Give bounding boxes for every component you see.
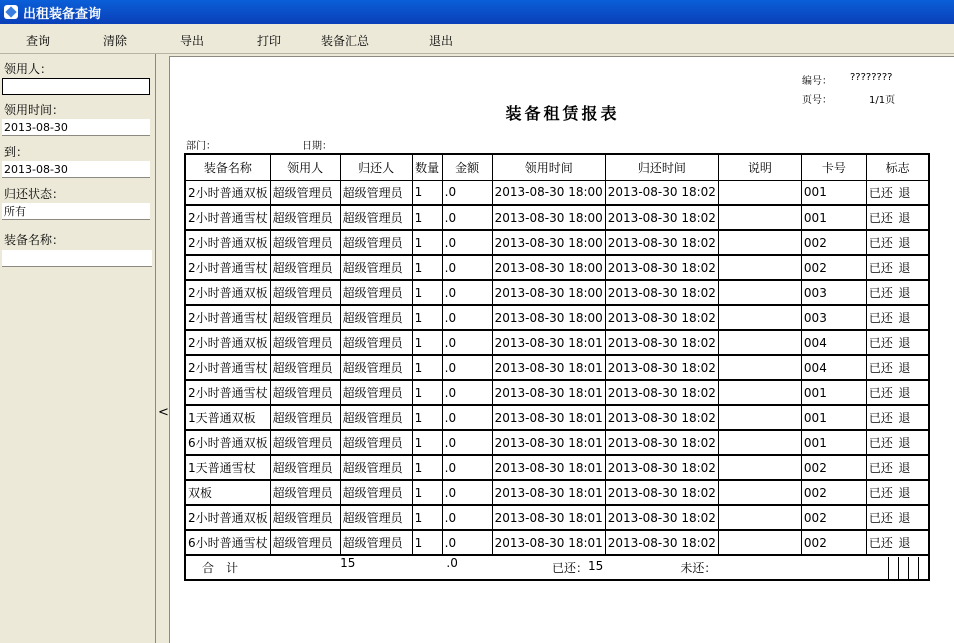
table-cell: 超级管理员	[340, 180, 412, 205]
returned-flag: 已还	[868, 436, 893, 450]
table-cell: 1	[412, 380, 442, 405]
table-cell: 2小时普通雪杖	[185, 380, 270, 405]
table-cell	[718, 530, 801, 555]
table-cell: 超级管理员	[340, 405, 412, 430]
table-cell: 2013-08-30 18:02	[605, 355, 718, 380]
refund-flag: 退	[898, 411, 911, 425]
flag-cell	[866, 380, 929, 405]
return-status-label: 归还状态：	[4, 187, 65, 201]
table-cell: 1天普通雪杖	[185, 455, 270, 480]
exit-button[interactable]: 退出	[429, 34, 454, 48]
table-row	[185, 255, 929, 280]
query-button[interactable]: 查询	[26, 34, 51, 48]
table-cell: 超级管理员	[270, 530, 340, 555]
table-cell: 6小时普通双板	[185, 430, 270, 455]
table-cell: 002	[801, 530, 866, 555]
refund-flag: 退	[898, 386, 911, 400]
table-cell: 1	[412, 455, 442, 480]
table-cell: 001	[801, 380, 866, 405]
returned-flag: 已还	[868, 261, 893, 275]
table-cell: .0	[442, 355, 492, 380]
table-cell: 超级管理员	[340, 330, 412, 355]
report-number-label: 编号：	[802, 76, 832, 87]
flag-cell	[866, 505, 929, 530]
table-cell: 2小时普通雪杖	[185, 205, 270, 230]
table-cell: 003	[801, 280, 866, 305]
table-cell: 超级管理员	[340, 430, 412, 455]
table-cell: 2013-08-30 18:02	[605, 280, 718, 305]
table-cell: 2小时普通雪杖	[185, 255, 270, 280]
table-cell: 1	[412, 480, 442, 505]
table-row	[185, 405, 929, 430]
table-cell: 1	[412, 180, 442, 205]
table-cell	[718, 380, 801, 405]
table-cell: 1	[412, 530, 442, 555]
table-cell	[718, 480, 801, 505]
table-cell	[718, 430, 801, 455]
table-cell: 2小时普通双板	[185, 230, 270, 255]
returned-flag: 已还	[868, 336, 893, 350]
table-cell	[718, 305, 801, 330]
column-header: 说明	[718, 154, 801, 180]
table-cell: .0	[442, 205, 492, 230]
table-cell: 超级管理员	[270, 455, 340, 480]
flag-cell	[866, 330, 929, 355]
table-row	[185, 280, 929, 305]
table-cell: 004	[801, 330, 866, 355]
table-row	[185, 330, 929, 355]
department-label: 部门：	[186, 141, 216, 152]
table-cell: 2013-08-30 18:01	[492, 505, 605, 530]
window-titlebar	[0, 0, 954, 24]
equipment-name-label: 装备名称：	[4, 233, 65, 247]
flag-cell	[866, 405, 929, 430]
table-cell	[718, 505, 801, 530]
table-cell: 2013-08-30 18:02	[605, 180, 718, 205]
refund-flag: 退	[898, 511, 911, 525]
table-cell: 超级管理员	[270, 255, 340, 280]
table-cell: 004	[801, 355, 866, 380]
returned-flag: 已还	[868, 461, 893, 475]
table-cell: .0	[442, 455, 492, 480]
table-cell: .0	[442, 430, 492, 455]
table-cell: 2小时普通雪杖	[185, 355, 270, 380]
table-row	[185, 530, 929, 555]
report-preview	[169, 56, 954, 643]
table-cell: 1	[412, 505, 442, 530]
returned-label: 已还：	[551, 561, 588, 575]
table-cell: 1	[412, 330, 442, 355]
returned-flag: 已还	[868, 386, 893, 400]
table-cell: 001	[801, 180, 866, 205]
table-cell: .0	[442, 280, 492, 305]
table-cell: 超级管理员	[270, 280, 340, 305]
unreturned-label: 未还：	[680, 561, 717, 575]
table-cell: .0	[442, 180, 492, 205]
borrow-time-from-input[interactable]: 2013-08-30	[2, 119, 150, 136]
flag-cell	[866, 280, 929, 305]
borrower-input[interactable]	[2, 78, 150, 95]
table-cell: 超级管理员	[270, 305, 340, 330]
table-cell: 2013-08-30 18:00	[492, 305, 605, 330]
borrow-time-label: 领用时间：	[4, 103, 65, 117]
table-cell: 1	[412, 305, 442, 330]
table-cell	[718, 280, 801, 305]
equipment-summary-button[interactable]: 装备汇总	[321, 34, 370, 48]
column-header: 标志	[866, 154, 929, 180]
table-cell: 1天普通双板	[185, 405, 270, 430]
table-cell: 2013-08-30 18:01	[492, 405, 605, 430]
table-cell: 2小时普通双板	[185, 280, 270, 305]
refund-flag: 退	[898, 486, 911, 500]
table-cell	[718, 330, 801, 355]
table-cell: 2013-08-30 18:02	[605, 255, 718, 280]
equipment-name-input[interactable]	[2, 250, 152, 267]
app-icon	[4, 5, 18, 19]
rental-report-table	[184, 153, 930, 581]
table-cell	[718, 180, 801, 205]
report-page-value: 1/1页	[869, 95, 896, 106]
print-button[interactable]: 打印	[257, 34, 282, 48]
table-row	[185, 480, 929, 505]
table-cell: 2013-08-30 18:02	[605, 230, 718, 255]
table-cell: 003	[801, 305, 866, 330]
table-cell: 2013-08-30 18:02	[605, 380, 718, 405]
table-cell: 双板	[185, 480, 270, 505]
table-cell: 超级管理员	[270, 205, 340, 230]
table-cell: 超级管理员	[340, 455, 412, 480]
table-row	[185, 430, 929, 455]
table-cell: 超级管理员	[270, 405, 340, 430]
borrower-label: 领用人：	[4, 62, 53, 76]
table-cell: 002	[801, 230, 866, 255]
returned-flag: 已还	[868, 536, 893, 550]
table-row	[185, 505, 929, 530]
returned-flag: 已还	[868, 211, 893, 225]
table-cell: 超级管理员	[340, 480, 412, 505]
table-cell: 超级管理员	[270, 230, 340, 255]
footer-cells	[866, 557, 928, 579]
table-cell: 超级管理员	[340, 380, 412, 405]
toolbar	[0, 24, 954, 54]
table-cell: 2013-08-30 18:02	[605, 505, 718, 530]
table-cell: 001	[801, 205, 866, 230]
table-cell: 2013-08-30 18:01	[492, 530, 605, 555]
table-cell: .0	[442, 405, 492, 430]
table-cell: 超级管理员	[340, 280, 412, 305]
table-cell: 2013-08-30 18:02	[605, 305, 718, 330]
table-cell: .0	[442, 305, 492, 330]
refund-flag: 退	[898, 211, 911, 225]
refund-flag: 退	[898, 286, 911, 300]
returned-flag: 已还	[868, 486, 893, 500]
table-cell: 超级管理员	[270, 480, 340, 505]
column-header: 归还时间	[605, 154, 718, 180]
returned-flag: 已还	[868, 311, 893, 325]
date-label: 日期：	[302, 141, 332, 152]
table-cell: 002	[801, 455, 866, 480]
table-cell: .0	[442, 330, 492, 355]
totals-amount: .0	[446, 556, 458, 570]
refund-flag: 退	[898, 311, 911, 325]
table-row	[185, 205, 929, 230]
table-cell: 超级管理员	[340, 305, 412, 330]
table-cell: 超级管理员	[270, 380, 340, 405]
totals-quantity: 15	[340, 556, 356, 570]
flag-cell	[866, 480, 929, 505]
table-cell	[718, 255, 801, 280]
table-cell: 2013-08-30 18:01	[492, 430, 605, 455]
refund-flag: 退	[898, 336, 911, 350]
table-row	[185, 305, 929, 330]
table-cell: .0	[442, 380, 492, 405]
flag-cell	[866, 230, 929, 255]
borrow-time-to-input[interactable]: 2013-08-30	[2, 161, 150, 178]
table-cell: 6小时普通雪杖	[185, 530, 270, 555]
table-cell: 2013-08-30 18:02	[605, 455, 718, 480]
column-header: 归还人	[340, 154, 412, 180]
refund-flag: 退	[898, 261, 911, 275]
filter-panel	[0, 54, 156, 643]
flag-cell	[866, 180, 929, 205]
table-row	[185, 455, 929, 480]
returned-flag: 已还	[868, 185, 893, 200]
table-cell: 超级管理员	[340, 230, 412, 255]
column-header: 卡号	[801, 154, 866, 180]
table-cell: .0	[442, 255, 492, 280]
column-header: 金额	[442, 154, 492, 180]
table-cell: 1	[412, 430, 442, 455]
table-cell: 超级管理员	[270, 330, 340, 355]
window-title: 出租装备查询	[23, 6, 102, 22]
table-cell: 2小时普通雪杖	[185, 305, 270, 330]
table-cell: 1	[412, 205, 442, 230]
column-header: 领用人	[270, 154, 340, 180]
table-cell: 超级管理员	[270, 430, 340, 455]
table-cell: .0	[442, 230, 492, 255]
table-row	[185, 230, 929, 255]
table-cell: 2013-08-30 18:00	[492, 230, 605, 255]
table-cell: 2013-08-30 18:02	[605, 430, 718, 455]
report-page-label: 页号：	[802, 95, 832, 106]
totals-label: 合 计	[202, 561, 239, 575]
returned-flag: 已还	[868, 361, 893, 375]
table-cell: 1	[412, 355, 442, 380]
column-header: 领用时间	[492, 154, 605, 180]
table-cell: 2013-08-30 18:01	[492, 455, 605, 480]
refund-flag: 退	[898, 461, 911, 475]
table-cell: 2小时普通双板	[185, 330, 270, 355]
to-label: 到：	[4, 145, 29, 159]
table-cell: 超级管理员	[340, 355, 412, 380]
refund-flag: 退	[898, 361, 911, 375]
flag-cell	[866, 255, 929, 280]
table-cell	[718, 405, 801, 430]
returned-flag: 已还	[868, 411, 893, 425]
table-cell: 1	[412, 280, 442, 305]
table-cell: 2013-08-30 18:00	[492, 255, 605, 280]
totals-row	[185, 555, 929, 580]
table-cell: 超级管理员	[270, 180, 340, 205]
table-cell: 2013-08-30 18:02	[605, 480, 718, 505]
table-cell: 2小时普通双板	[185, 180, 270, 205]
returned-flag: 已还	[868, 286, 893, 300]
table-cell: 超级管理员	[270, 355, 340, 380]
table-row	[185, 355, 929, 380]
table-cell: 超级管理员	[340, 505, 412, 530]
table-cell: 1	[412, 405, 442, 430]
report-title: 装备租赁报表	[505, 104, 620, 123]
column-header: 装备名称	[185, 154, 270, 180]
table-cell: 2013-08-30 18:02	[605, 405, 718, 430]
column-header: 数量	[412, 154, 442, 180]
flag-cell	[866, 305, 929, 330]
table-cell: 2013-08-30 18:00	[492, 280, 605, 305]
table-cell: 002	[801, 255, 866, 280]
flag-cell	[866, 455, 929, 480]
report-number-value: ????????	[850, 72, 893, 83]
table-cell: 001	[801, 405, 866, 430]
flag-cell	[866, 530, 929, 555]
table-row	[185, 180, 929, 205]
return-status-select[interactable]: 所有	[2, 203, 150, 220]
table-cell: 超级管理员	[340, 530, 412, 555]
table-cell: 超级管理员	[270, 505, 340, 530]
table-cell: 2013-08-30 18:02	[605, 205, 718, 230]
table-cell: 2013-08-30 18:01	[492, 330, 605, 355]
table-cell: .0	[442, 480, 492, 505]
table-cell	[718, 230, 801, 255]
table-cell	[718, 355, 801, 380]
table-cell: 1	[412, 230, 442, 255]
table-cell: 2013-08-30 18:02	[605, 530, 718, 555]
table-cell: 2013-08-30 18:02	[605, 330, 718, 355]
returned-flag: 已还	[868, 236, 893, 250]
table-cell: 2013-08-30 18:01	[492, 480, 605, 505]
table-cell: 002	[801, 505, 866, 530]
refund-flag: 退	[898, 436, 911, 450]
table-cell: 超级管理员	[340, 255, 412, 280]
table-row	[185, 380, 929, 405]
table-cell: 002	[801, 480, 866, 505]
table-cell: 001	[801, 430, 866, 455]
table-cell: .0	[442, 505, 492, 530]
table-cell: 2013-08-30 18:01	[492, 380, 605, 405]
table-cell	[718, 455, 801, 480]
flag-cell	[866, 205, 929, 230]
table-cell	[718, 205, 801, 230]
flag-cell	[866, 430, 929, 455]
table-cell: 2013-08-30 18:00	[492, 205, 605, 230]
returned-flag: 已还	[868, 511, 893, 525]
table-cell: 超级管理员	[340, 205, 412, 230]
clear-button[interactable]: 清除	[103, 34, 128, 48]
refund-flag: 退	[898, 536, 911, 550]
export-button[interactable]: 导出	[180, 34, 205, 48]
table-cell: .0	[442, 530, 492, 555]
table-cell: 2013-08-30 18:01	[492, 355, 605, 380]
collapse-panel-button[interactable]: <	[158, 405, 169, 420]
table-cell: 1	[412, 255, 442, 280]
table-cell: 2小时普通双板	[185, 505, 270, 530]
flag-cell	[866, 355, 929, 380]
table-header-row	[185, 154, 929, 180]
refund-flag: 退	[898, 236, 911, 250]
table-cell: 2013-08-30 18:00	[492, 180, 605, 205]
returned-value: 15	[588, 559, 604, 573]
refund-flag: 退	[898, 185, 911, 200]
